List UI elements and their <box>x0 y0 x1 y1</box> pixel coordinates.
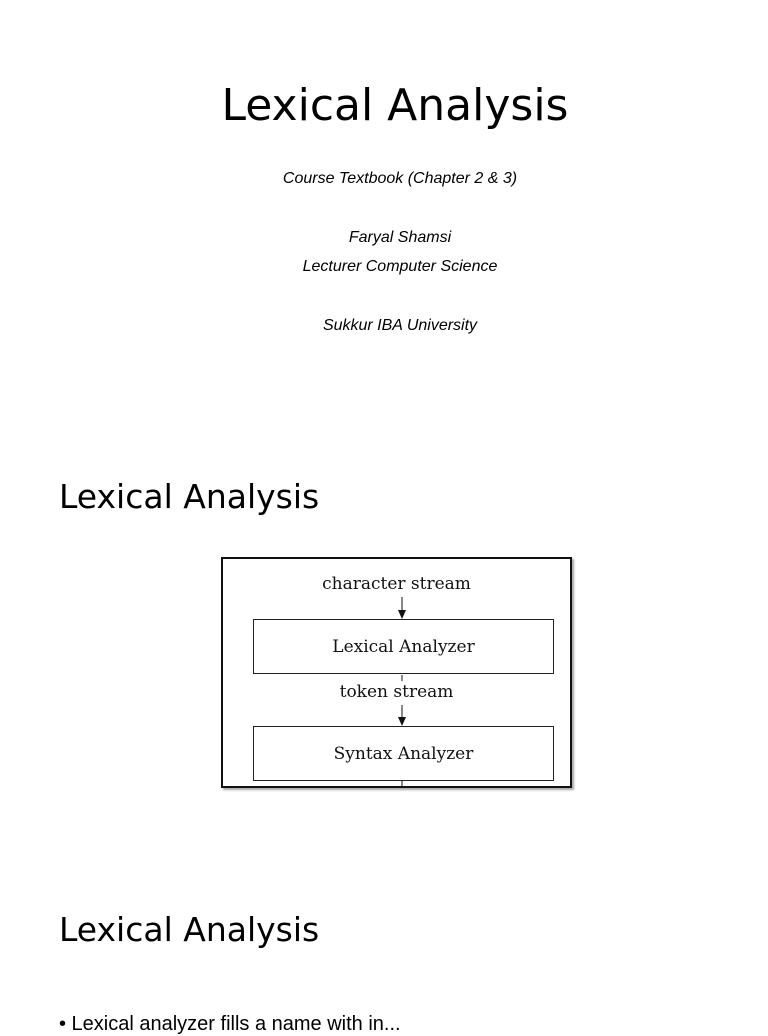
author-position: Lecturer Computer Science <box>302 258 498 275</box>
slide-3-heading: Lexical Analysis <box>59 910 320 949</box>
slide-3-bullet-partial: • Lexical analyzer fills a name with in... <box>59 1013 401 1035</box>
lexical-analyzer-box: Lexical Analyzer <box>253 619 554 674</box>
slide-title: Lexical Analysis <box>221 80 569 131</box>
syntax-analyzer-box: Syntax Analyzer <box>253 726 554 781</box>
arrow-input-to-lexer-head <box>398 610 406 619</box>
institution-name: Sukkur IBA University <box>322 317 478 334</box>
character-stream-label: character stream <box>322 574 471 594</box>
author-name: Faryal Shamsi <box>348 229 452 246</box>
compiler-pipeline-diagram <box>221 557 572 788</box>
slide-2-heading: Lexical Analysis <box>59 477 320 516</box>
arrow-token-to-parser-head <box>398 717 406 726</box>
token-stream-label: token stream <box>339 682 454 702</box>
course-textbook-line: Course Textbook (Chapter 2 & 3) <box>282 170 518 187</box>
